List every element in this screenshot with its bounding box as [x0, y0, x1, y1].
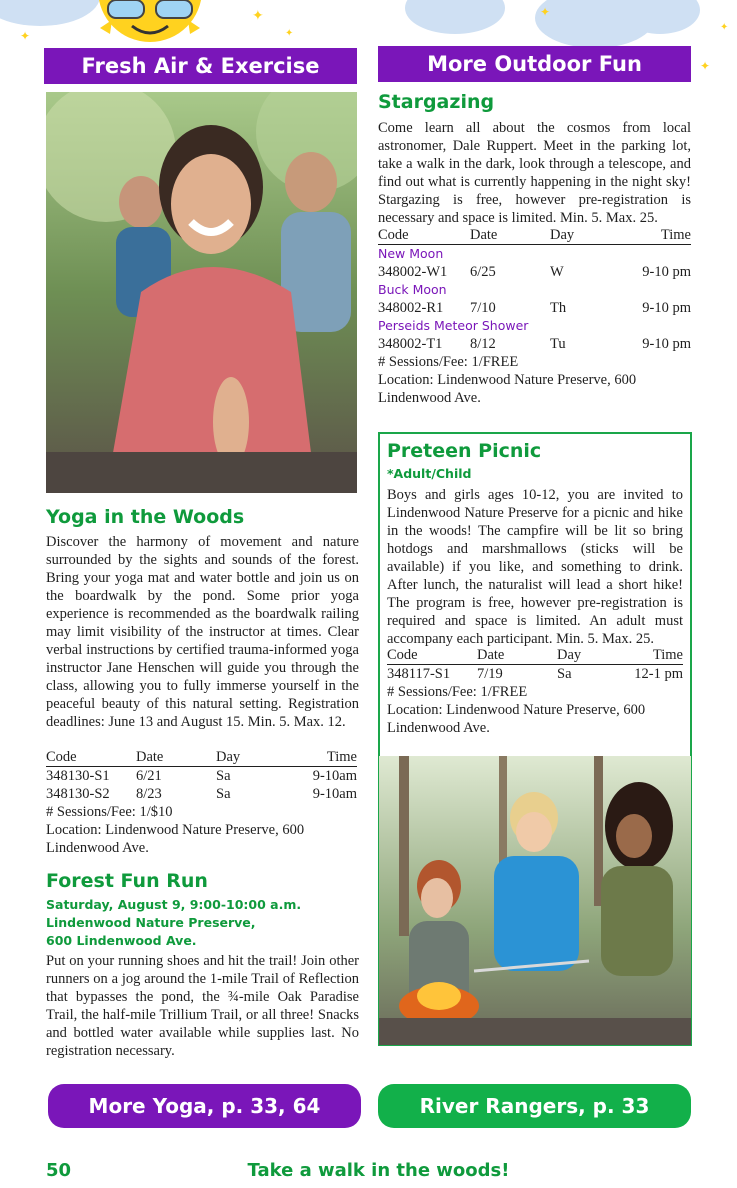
banner-more-outdoor-fun: More Outdoor Fun: [378, 46, 691, 82]
stargazing-location: Location: Lindenwood Nature Preserve, 600 Lindenwood Ave.: [378, 372, 637, 406]
row-time: 12-1 pm: [634, 666, 683, 682]
row-time: 9-10 pm: [642, 336, 691, 352]
col-date: Date: [477, 647, 505, 663]
row-time: 9-10 pm: [642, 264, 691, 280]
col-time: Time: [326, 749, 357, 765]
row-code: 348130-S1: [46, 768, 110, 784]
campfire-photo: [379, 756, 691, 1045]
stargazing-description: Come learn all about the cosmos from local astronomer, Dale Ruppert. Meet in the parking lot, take a walk in the dark, look through a telescope, and find out what is currently happening in the night sky! Stargazing is free, however pre-registration is necessary and space is limited. Min. 5. Max. 25.: [378, 120, 691, 226]
run-venue: Lindenwood Nature Preserve,: [46, 915, 256, 930]
yoga-schedule-table: [46, 748, 357, 857]
svg-text:✦: ✦: [720, 22, 729, 33]
col-time: Time: [660, 227, 691, 243]
run-address: 600 Lindenwood Ave.: [46, 933, 197, 948]
row-day: Th: [550, 300, 567, 316]
yoga-photo: [46, 92, 357, 493]
run-date-time: Saturday, August 9, 9:00-10:00 a.m.: [46, 897, 302, 912]
row-code: 348002-W1: [378, 264, 448, 280]
run-description: Put on your running shoes and hit the trail! Join other runners on a jog around the 1-mile Trail of Reflection that bypasses the pond, the ¾-mile Oak Paradise Trail, the half-mile Trillium Trail, or all three! Snacks and bottled water available while supplies last. No registration necessary.: [46, 953, 359, 1059]
table-row: [378, 335, 691, 353]
session-group-label: Buck Moon: [378, 282, 447, 297]
session-group-label: New Moon: [378, 246, 444, 261]
svg-text:✦: ✦: [700, 59, 711, 73]
picnic-location: Location: Lindenwood Nature Preserve, 600 Lindenwood Ave.: [387, 702, 646, 736]
row-code: 348117-S1: [387, 666, 451, 682]
col-date: Date: [470, 227, 498, 243]
row-date: 8/23: [136, 786, 162, 802]
more-yoga-button[interactable]: More Yoga, p. 33, 64: [48, 1084, 361, 1128]
picnic-subtitle: *Adult/Child: [387, 466, 472, 481]
picnic-title: Preteen Picnic: [387, 440, 542, 462]
river-rangers-button[interactable]: River Rangers, p. 33: [378, 1084, 691, 1128]
sun-illustration: [0, 0, 330, 46]
row-date: 7/10: [470, 300, 496, 316]
table-row: [387, 665, 683, 683]
picnic-schedule-table: [387, 646, 683, 737]
picnic-description: Boys and girls ages 10-12, you are invited to Lindenwood Nature Preserve for a picnic and hike in the woods! The campfire will be lit so bring hotdogs and marshmallows (sticks will be available) if you like, and something to drink. After lunch, the naturalist will lead a short hike! The program is free, however pre-registration is required and space is limited. An adult must accompany each participant. Min. 5. Max. 25.: [387, 487, 683, 647]
stargazing-schedule-table: [378, 226, 691, 407]
yoga-sessions-fee: # Sessions/Fee: 1/$10: [46, 804, 173, 820]
row-day: Sa: [216, 768, 231, 784]
table-row: [378, 299, 691, 317]
page-number: 50: [46, 1160, 72, 1181]
col-date: Date: [136, 749, 164, 765]
row-day: Sa: [216, 786, 231, 802]
table-row: [378, 263, 691, 281]
row-time: 9-10am: [312, 768, 357, 784]
row-code: 348002-R1: [378, 300, 444, 316]
table-row: [46, 785, 357, 803]
session-group-label: Perseids Meteor Shower: [378, 318, 529, 333]
row-code: 348130-S2: [46, 786, 110, 802]
col-day: Day: [550, 227, 575, 243]
svg-text:✦: ✦: [540, 5, 551, 19]
svg-text:✦: ✦: [20, 29, 31, 43]
svg-text:✦: ✦: [252, 9, 264, 24]
table-header: [46, 748, 357, 767]
stargazing-sessions-fee: # Sessions/Fee: 1/FREE: [378, 354, 519, 370]
row-day: Tu: [550, 336, 566, 352]
row-date: 8/12: [470, 336, 496, 352]
banner-fresh-air: Fresh Air & Exercise: [44, 48, 357, 84]
yoga-location: Location: Lindenwood Nature Preserve, 600 Lindenwood Ave.: [46, 822, 305, 856]
row-time: 9-10 pm: [642, 300, 691, 316]
yoga-title: Yoga in the Woods: [46, 506, 245, 528]
table-header: [387, 646, 683, 665]
svg-text:✦: ✦: [285, 28, 294, 39]
run-title: Forest Fun Run: [46, 870, 208, 892]
row-code: 348002-T1: [378, 336, 443, 352]
stargazing-title: Stargazing: [378, 91, 495, 113]
row-date: 6/21: [136, 768, 162, 784]
yoga-description: Discover the harmony of movement and nature surrounded by the sights and sounds of the forest. Bring your yoga mat and water bottle and join us on the boardwalk by the pond. Some prior yoga experience is recommended as the boardwalk railing may limit visibility of the instructor at times. Clear verbal instructions by certified trauma-informed yoga instructor Jane Henschen will guide you through the class, allowing you to fully immerse yourself in the peaceful beauty of this natural setting. Registration deadlines: June 13 and August 15. Min. 5. Max. 12.: [46, 534, 359, 730]
col-code: Code: [387, 647, 418, 663]
row-date: 6/25: [470, 264, 496, 280]
col-code: Code: [378, 227, 409, 243]
col-day: Day: [557, 647, 582, 663]
footer-tagline: Take a walk in the woods!: [247, 1160, 510, 1181]
table-row: [46, 767, 357, 785]
col-day: Day: [216, 749, 241, 765]
row-day: Sa: [557, 666, 572, 682]
picnic-sessions-fee: # Sessions/Fee: 1/FREE: [387, 684, 528, 700]
row-time: 9-10am: [312, 786, 357, 802]
col-code: Code: [46, 749, 77, 765]
col-time: Time: [652, 647, 683, 663]
table-header: [378, 226, 691, 245]
row-day: W: [550, 264, 564, 280]
row-date: 7/19: [477, 666, 503, 682]
